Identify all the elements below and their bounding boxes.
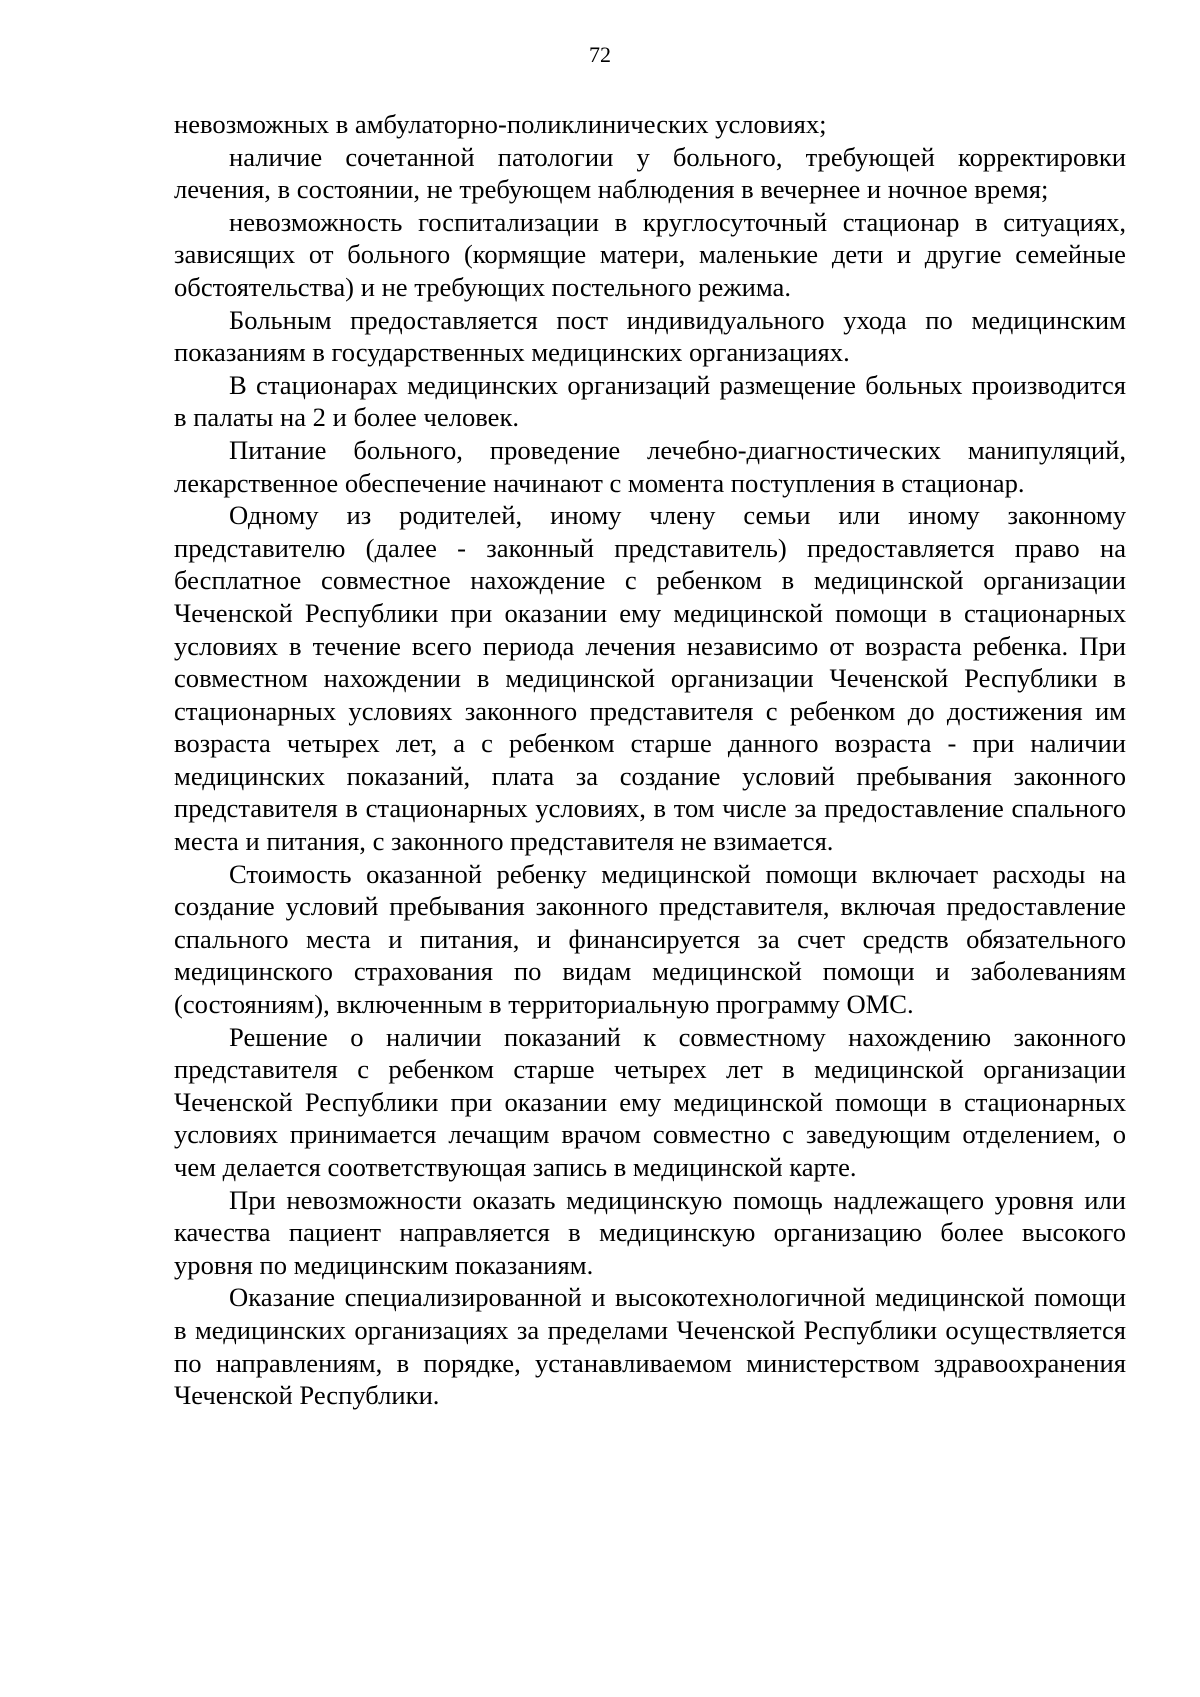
paragraph-7: Одному из родителей, иному члену семьи или иному законному представителю (далее - законный представитель) предоставляется право на бесплатное совместное нахождение с ребенком в медицинской организации Чеченской Республики при оказании ему медицинской помощи в стационарных условиях в течение всего периода лечения независимо от возраста ребенка. При совместном нахождении в медицинской организации Чеченской Республики в стационарных условиях законного представителя с ребенком до достижения им возраста четырех лет, а с ребенком старше данного возраста - при наличии медицинских показаний, плата за создание условий пребывания законного представителя в стационарных условиях, в том числе за предоставление спального места и питания, с законного представителя не взимается. <box>174 500 1126 857</box>
paragraph-2: наличие сочетанной патологии у больного, требующей корректировки лечения, в состоянии, не требующем наблюдения в вечернее и ночное время; <box>174 141 1126 205</box>
paragraph-3: невозможность госпитализации в круглосуточный стационар в ситуациях, зависящих от больного (кормящие матери, маленькие дети и другие семейные обстоятельства) и не требующих постельного режима. <box>174 206 1126 302</box>
paragraph-4: Больным предоставляется пост индивидуального ухода по медицинским показаниям в государственных медицинских организациях. <box>174 304 1126 368</box>
paragraph-1: невозможных в амбулаторно-поликлинических условиях; <box>174 109 827 139</box>
paragraph-11: Оказание специализированной и высокотехнологичной медицинской помощи в медицинских организациях за пределами Чеченской Республики осуществляется по направлениям, в порядке, устанавливаемом министерством здравоохранения Чеченской Республики. <box>174 1282 1126 1411</box>
paragraph-8: Стоимость оказанной ребенку медицинской помощи включает расходы на создание условий пребывания законного представителя, включая предоставление спального места и питания, и финансируется за счет средств обязательного медицинского страхования по видам медицинской помощи и заболеваниям (состояниям), включенным в территориальную программу ОМС. <box>174 858 1126 1020</box>
paragraph-9: Решение о наличии показаний к совместному нахождению законного представителя с ребенком старше четырех лет в медицинской организации Чеченской Республики при оказании ему медицинской помощи в стационарных условиях принимается лечащим врачом совместно с заведующим отделением, о чем делается соответствующая запись в медицинской карте. <box>174 1021 1126 1182</box>
paragraph-10: При невозможности оказать медицинскую помощь надлежащего уровня или качества пациент направляется в медицинскую организацию более высокого уровня по медицинским показаниям. <box>174 1184 1126 1280</box>
page-number: 72 <box>589 42 611 67</box>
paragraph-5: В стационарах медицинских организаций размещение больных производится в палаты на 2 и более человек. <box>174 369 1126 433</box>
document-body <box>174 108 1126 1412</box>
paragraph-6: Питание больного, проведение лечебно-диагностических манипуляций, лекарственное обеспечение начинают с момента поступления в стационар. <box>174 434 1126 498</box>
